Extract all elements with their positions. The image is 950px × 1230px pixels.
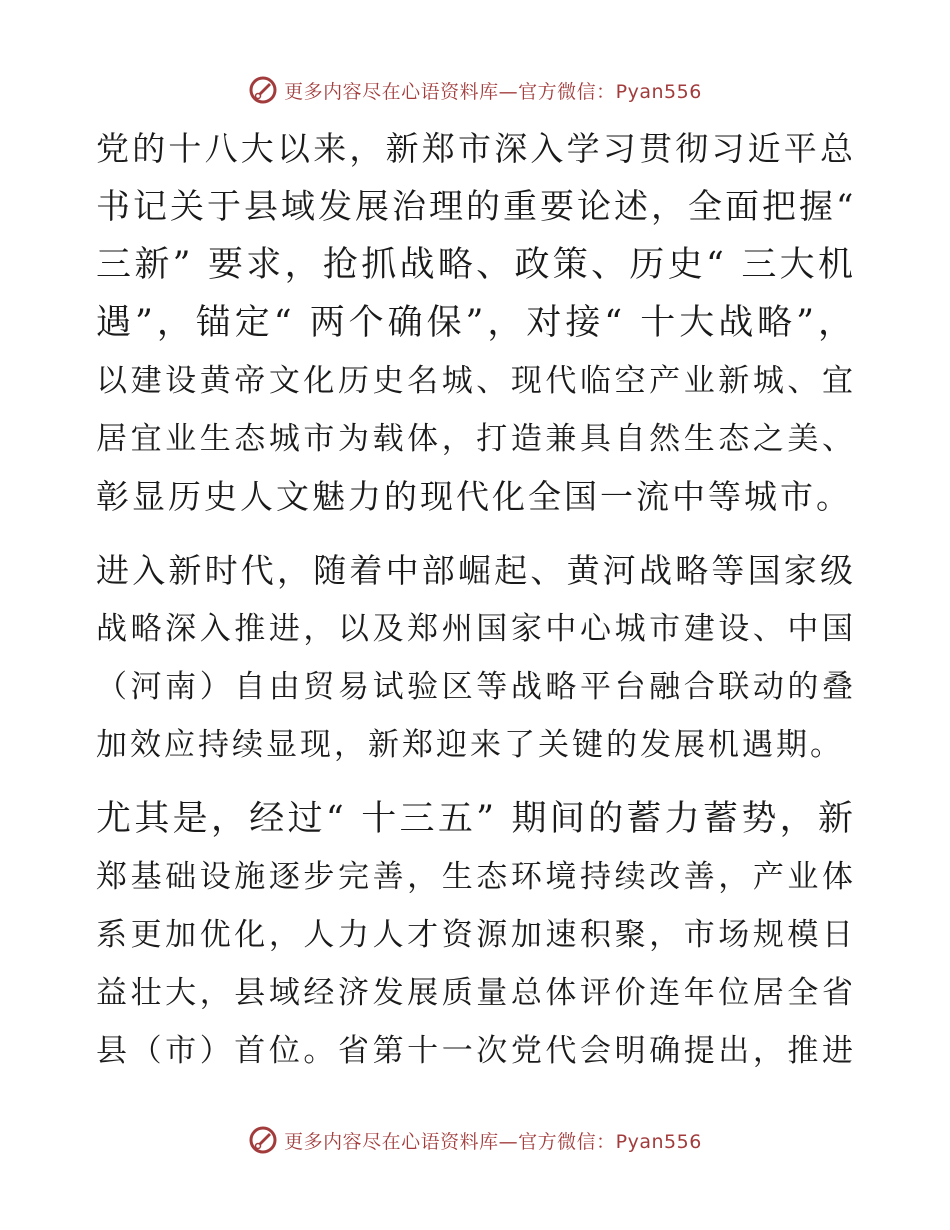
footer-banner bbox=[0, 1122, 950, 1158]
paragraph-2 bbox=[96, 542, 856, 774]
text-line: 遇”，锚定“ 两个确保”，对接“ 十大战略”， bbox=[96, 303, 856, 343]
text-line: 县（市）首位。省第十一次党代会明确提出，推进 bbox=[96, 1033, 856, 1069]
text-line: 以建设黄帝文化历史名城、现代临空产业新城、宜 bbox=[96, 363, 856, 399]
text-line: 尤其是，经过“ 十三五” 期间的蓄力蓄势，新 bbox=[96, 799, 856, 839]
text-line: 加效应持续显现，新郑迎来了关键的发展机遇期。 bbox=[96, 727, 844, 763]
footer-banner-text: 更多内容尽在心语资料库—官方微信：Pyan556 bbox=[284, 1130, 702, 1153]
text-line: 彰显历史人文魅力的现代化全国一流中等城市。 bbox=[96, 477, 852, 516]
text-line: 进入新时代，随着中部崛起、黄河战略等国家级 bbox=[96, 551, 856, 590]
logo-icon bbox=[248, 1125, 278, 1155]
document-body bbox=[96, 120, 856, 1080]
text-line: （河南）自由贸易试验区等战略平台融合联动的叠 bbox=[96, 669, 856, 705]
paragraph-1 bbox=[96, 120, 856, 526]
text-line: 益壮大，县域经济发展质量总体评价连年位居全省 bbox=[96, 975, 856, 1011]
text-line: 居宜业生态城市为载体，打造兼具自然生态之美、 bbox=[96, 421, 856, 457]
text-line: 三新” 要求，抢抓战略、政策、历史“ 三大机 bbox=[96, 245, 856, 285]
text-line: 党的十八大以来，新郑市深入学习贯彻习近平总 bbox=[96, 129, 856, 168]
logo-icon bbox=[248, 75, 278, 105]
text-line: 郑基础设施逐步完善，生态环境持续改善，产业体 bbox=[96, 859, 856, 895]
header-banner-text: 更多内容尽在心语资料库—官方微信：Pyan556 bbox=[284, 80, 702, 103]
text-line: 战略深入推进，以及郑州国家中心城市建设、中国 bbox=[96, 611, 856, 647]
paragraph-3 bbox=[96, 790, 856, 1080]
header-banner bbox=[0, 72, 950, 108]
text-line: 系更加优化，人力人才资源加速积聚，市场规模日 bbox=[96, 917, 856, 953]
text-line: 书记关于县域发展治理的重要论述，全面把握“ bbox=[96, 187, 857, 227]
